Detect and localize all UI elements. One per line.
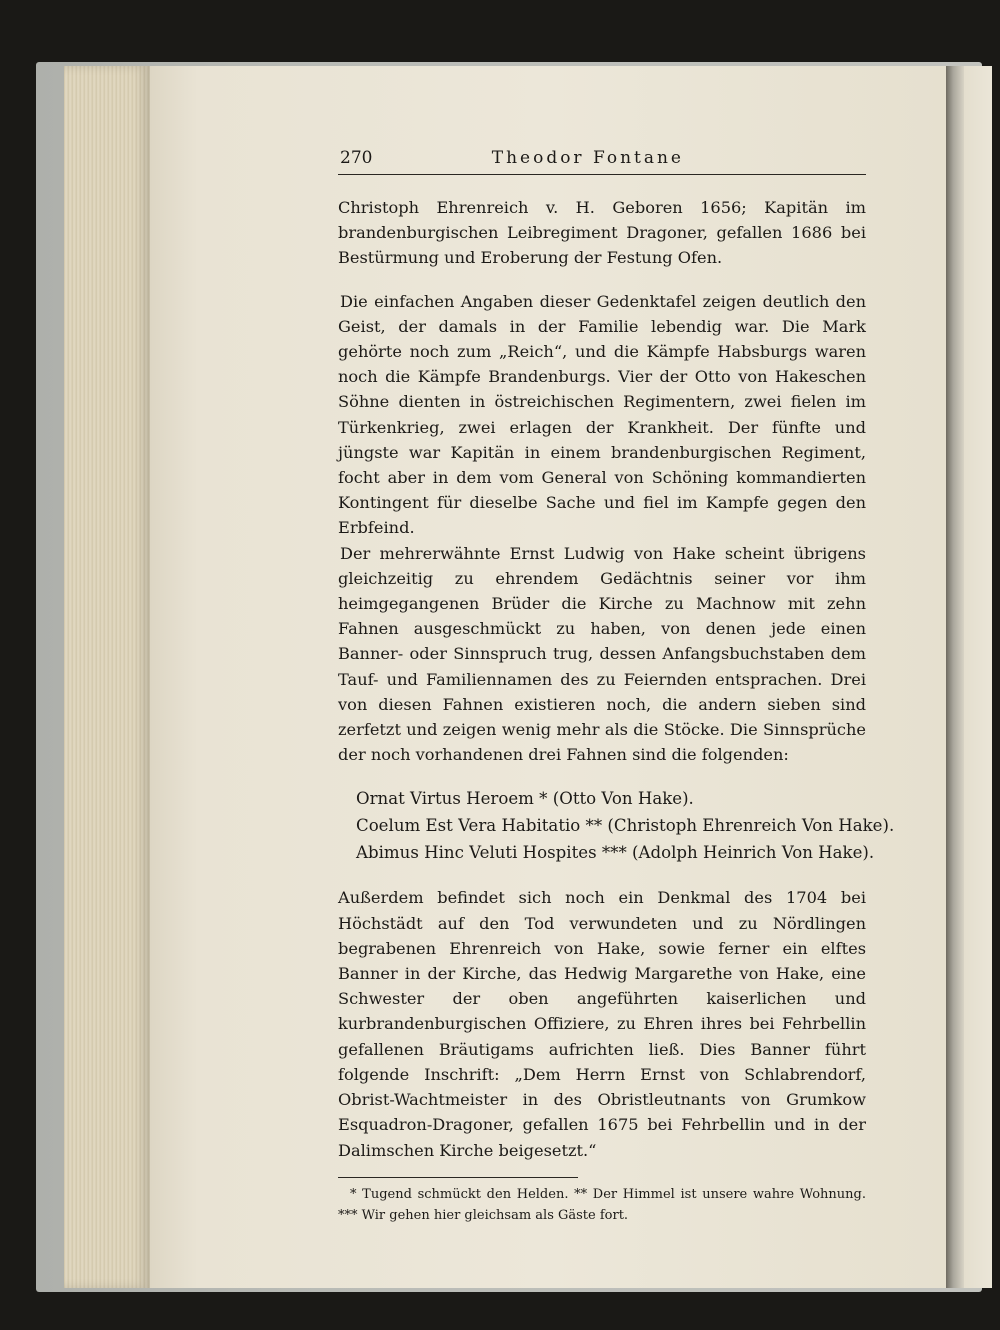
motto-list [356,785,895,866]
motto-line: Coelum Est Vera Habitatio ** (Christoph Ehrenreich Von Hake). [356,816,895,836]
paragraph-banners: Der mehrerwähnte Ernst Ludwig von Hake scheint übrigens gleichzeitig zu ehrendem Gedächtnis seiner vor ihm heimgegangenen Brüder die Kirche zu Machnow mit zehn Fahnen ausgeschmückt zu haben, von denen jede einen Banner- oder Sinnspruch trug, dessen Anfangsbuchstaben dem Tauf- und Familiennamen des zu Feiernden entsprachen. Drei von diesen Fahnen existieren noch, die andern sieben sind zerfetzt und zeigen wenig mehr als die Stöcke. Die Sinnsprüche der noch vorhandenen drei Fahnen sind die folgenden: [338,543,866,765]
footnote: * Tugend schmückt den Helden. ** Der Himmel ist unsere wahre Wohnung. *** Wir gehen hier gleichsam als Gäste fort. [338,1186,866,1223]
motto-line: Ornat Virtus Heroem * (Otto Von Hake). [356,789,694,809]
paragraph-monument: Außerdem befindet sich noch ein Denkmal des 1704 bei Höchstädt auf den Tod verwundeten und zu Nördlingen begrabenen Ehrenreich von Hake, sowie ferner ein elftes Banner in der Kirche, das Hedwig Margarethe von Hake, eine Schwester der oben angeführten kaiserlichen und kurbrandenburgischen Offiziere, zu Ehren ihres bei Fehrbellin gefallenen Bräutigams aufrichten ließ. Dies Banner führt folgende Inschrift: „Dem Herrn Ernst von Schlabrendorf, Obrist-Wachtmeister in des Obristleutnants von Grumkow Esquadron-Dragoner, gefallen 1675 bei Fehrbellin und in der Dalimschen Kirche beigesetzt.“ [338,888,866,1160]
paragraph-epitaph: Christoph Ehrenreich v. H. Geboren 1656; Kapitän im brandenburgischen Leibregiment Dragoner, gefallen 1686 bei Bestürmung und Eroberung der Festung Ofen. [338,198,866,268]
page-edges [64,66,150,1288]
paragraph-commentary: Die einfachen Angaben dieser Gedenktafel zeigen deutlich den Geist, der damals in der Familie lebendig war. Die Mark gehörte noch zum „Reich“, und die Kämpfe Habsburgs waren noch die Kämpfe Brandenburgs. Vier der Otto von Hakeschen Söhne dienten in östreichischen Regimentern, zwei fielen im Türkenkrieg, zwei erlagen der Krankheit. Der fünfte und jüngste war Kapitän in einem brandenburgischen Regiment, focht aber in dem vom General von Schöning kommandierten Kontingent für dieselbe Sache und fiel im Kampfe gegen den Erbfeind. [338,291,866,538]
running-header [338,148,866,175]
page-number: 270 [340,148,373,168]
facing-page-edge [964,66,992,1288]
book-gutter [946,66,964,1288]
page-content [338,148,895,1239]
footnote-rule [338,1177,578,1178]
running-title: Theodor Fontane [491,148,684,168]
motto-line: Abimus Hinc Veluti Hospites *** (Adolph Heinrich Von Hake). [356,843,875,863]
